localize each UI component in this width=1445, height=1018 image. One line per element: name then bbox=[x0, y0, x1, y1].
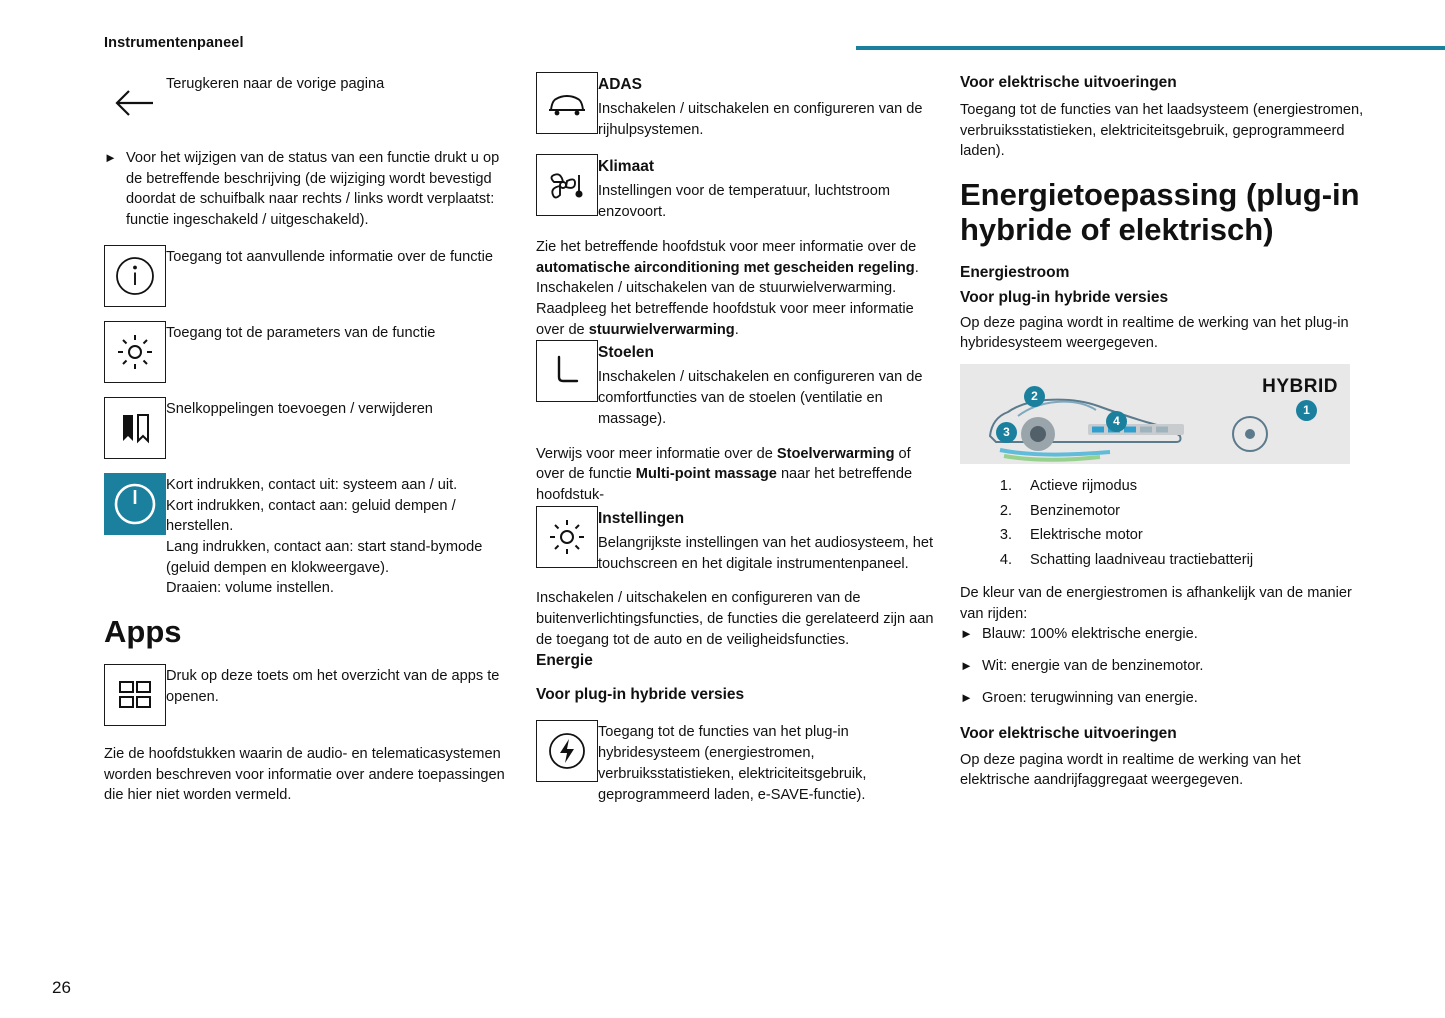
apps-heading: Apps bbox=[104, 614, 182, 650]
apps-grid-icon bbox=[104, 664, 166, 726]
arrow-bullet-icon: ► bbox=[960, 626, 973, 642]
arrow-bullet-icon: ► bbox=[104, 150, 117, 165]
airco-paragraph bbox=[536, 237, 936, 278]
column-two bbox=[536, 72, 936, 819]
plugin-text: Op deze pagina wordt in realtime de werking van het plug-in hybridesysteem weergegeven. bbox=[960, 314, 1349, 352]
apps-note: Zie de hoofdstukken waarin de audio- en telematicasystemen worden beschreven voor informatie over andere toepassingen die hier niet worden vermeld. bbox=[104, 745, 505, 804]
arrow-bullet-icon: ► bbox=[960, 689, 973, 705]
airco-text-bold: automatische airconditioning met gescheiden regeling bbox=[536, 259, 915, 276]
info-text: Toegang tot aanvullende informatie over de functie bbox=[166, 248, 493, 265]
list-item: Benzinemotor bbox=[1030, 502, 1121, 519]
icon-slot bbox=[104, 72, 166, 134]
info-entry bbox=[104, 245, 516, 307]
parameters-text: Toegang tot de parameters van de functie bbox=[166, 324, 436, 341]
hybrid-label: HYBRID bbox=[1262, 376, 1338, 398]
color-bullet-blue bbox=[960, 624, 1370, 645]
instellingen-text-block bbox=[598, 506, 936, 574]
icon-slot bbox=[104, 321, 166, 383]
arrow-bullet-icon: ► bbox=[960, 658, 973, 674]
stuurwiel-text-bold: stuurwielverwarming bbox=[588, 321, 735, 338]
stuurwiel-paragraph-2 bbox=[536, 299, 936, 340]
airco-text-2: . bbox=[914, 259, 919, 276]
settings-gear-icon bbox=[536, 506, 598, 568]
stoel-bold-2: Multi-point massage bbox=[635, 466, 777, 483]
icon-slot bbox=[104, 397, 166, 459]
page-header bbox=[0, 30, 1445, 60]
power-entry bbox=[104, 473, 516, 599]
verlichting-paragraph: Inschakelen / uitschakelen en configureren van de buitenverlichtingsfuncties, de functies die gerelateerd zijn aan de toegang tot de auto en de veiligheidsfuncties. bbox=[536, 590, 934, 648]
hybrid-energy-figure bbox=[960, 364, 1350, 464]
icon-slot bbox=[104, 664, 166, 726]
klimaat-text-block bbox=[598, 154, 936, 222]
icon-slot bbox=[104, 245, 166, 307]
stoelen-text: Inschakelen / uitschakelen en configureren van de comfortfuncties van de stoelen (ventilatie en massage). bbox=[598, 369, 923, 427]
klimaat-text: Instellingen voor de temperatuur, luchtstroom enzovoort. bbox=[598, 183, 891, 221]
kleur-text: De kleur van de energiestromen is afhankelijk van de manier van rijden: bbox=[960, 584, 1352, 622]
elektrisch-text: Toegang tot de functies van het laadsysteem (energiestromen, verbruiksstatistieken, elektriciteitsgebruik, geprogrammeerd laden). bbox=[960, 102, 1364, 160]
list-item: Elektrische motor bbox=[1030, 527, 1143, 544]
column-three bbox=[960, 72, 1370, 791]
stoel-text-2: of over de functie bbox=[536, 445, 911, 483]
plugin-hybride-heading: Voor plug-in hybride versies bbox=[960, 288, 1169, 306]
instellingen-entry bbox=[536, 506, 936, 574]
color-bullet-text: Groen: terugwinning van energie. bbox=[982, 689, 1198, 706]
stuurwiel-paragraph-1: Inschakelen / uitschakelen van de stuurwielverwarming. bbox=[536, 280, 897, 297]
stoelen-entry bbox=[536, 340, 936, 429]
stoelverwarming-paragraph bbox=[536, 444, 936, 506]
car-adas-icon bbox=[536, 72, 598, 134]
power-text-2: Kort indrukken, contact aan: geluid dempen / herstellen. bbox=[166, 497, 456, 535]
stoel-bold-1: Stoelverwarming bbox=[776, 445, 895, 462]
stoelen-title: Stoelen bbox=[598, 344, 654, 362]
plugin-versies-heading: Voor plug-in hybride versies bbox=[536, 686, 745, 704]
airco-text-1: Zie het betreffende hoofdstuk voor meer informatie over de bbox=[536, 238, 917, 255]
color-bullet-text: Wit: energie van de benzinemotor. bbox=[982, 658, 1204, 675]
shortcut-text: Snelkoppelingen toevoegen / verwijderen bbox=[166, 400, 433, 417]
icon-slot bbox=[104, 473, 166, 535]
stoelen-text-block bbox=[598, 340, 936, 429]
status-change-text: Voor het wijzigen van de status van een functie drukt u op de betreffende beschrijving (de wijziging wordt bevestigd doordat de schuifbalk naar rechts / links wordt verplaatst: functie ingeschakeld / uitgeschakeld). bbox=[126, 150, 500, 229]
apps-entry bbox=[104, 664, 516, 726]
figure-badge-1: 1 bbox=[1296, 400, 1317, 421]
page-title: Instrumentenpaneel bbox=[104, 35, 244, 51]
klimaat-title: Klimaat bbox=[598, 158, 654, 176]
energie-heading: Energie bbox=[536, 652, 593, 670]
elektrisch-heading-2: Voor elektrische uitvoeringen bbox=[960, 724, 1177, 742]
climate-fan-icon bbox=[536, 154, 598, 216]
list-item: Schatting laadniveau tractiebatterij bbox=[1030, 552, 1254, 569]
power-text-block bbox=[166, 473, 516, 599]
info-icon bbox=[104, 245, 166, 307]
color-bullet-green bbox=[960, 688, 1370, 709]
energy-text: Toegang tot de functies van het plug-in hybridesysteem (energiestromen, verbruiksstatistieken, elektriciteitsgebruik, geprogrammeerd laden, e-SAVE-functie). bbox=[598, 724, 867, 803]
adas-title: ADAS bbox=[598, 76, 642, 93]
power-icon bbox=[104, 473, 166, 535]
icon-slot bbox=[536, 340, 598, 402]
elektrisch-heading: Voor elektrische uitvoeringen bbox=[960, 74, 1177, 91]
energy-entry bbox=[536, 720, 936, 805]
back-arrow-text: Terugkeren naar de vorige pagina bbox=[166, 76, 385, 92]
seat-icon bbox=[536, 340, 598, 402]
bookmark-icon bbox=[104, 397, 166, 459]
shortcut-entry bbox=[104, 397, 516, 459]
stuurwiel-text-2: Raadpleeg het betreffende hoofdstuk voor meer informatie over de bbox=[536, 301, 914, 338]
energy-bolt-icon bbox=[536, 720, 598, 782]
energiestroom-heading: Energiestroom bbox=[960, 263, 1070, 281]
page-number: 26 bbox=[52, 978, 71, 997]
figure-badge-3: 3 bbox=[996, 422, 1017, 443]
klimaat-entry bbox=[536, 154, 936, 222]
stuurwiel-text-3: . bbox=[734, 321, 739, 338]
figure-badge-2: 2 bbox=[1024, 386, 1045, 407]
header-rule bbox=[856, 46, 1445, 50]
color-bullet-white bbox=[960, 656, 1370, 677]
apps-text: Druk op deze toets om het overzicht van de apps te openen. bbox=[166, 667, 500, 705]
adas-entry bbox=[536, 72, 936, 140]
stoel-text-3: naar het betreffende hoofdstuk- bbox=[536, 466, 913, 504]
instellingen-title: Instellingen bbox=[598, 509, 685, 527]
column-one bbox=[104, 72, 516, 806]
color-bullet-text: Blauw: 100% elektrische energie. bbox=[982, 626, 1198, 643]
power-text-4: Draaien: volume instellen. bbox=[166, 580, 334, 597]
instellingen-text: Belangrijkste instellingen van het audiosysteem, het touchscreen en het digitale instrumentenpaneel. bbox=[598, 534, 934, 572]
power-text-1: Kort indrukken, contact uit: systeem aan / uit. bbox=[166, 476, 458, 493]
adas-text: Inschakelen / uitschakelen en configureren van de rijhulpsystemen. bbox=[598, 101, 923, 138]
parameters-entry bbox=[104, 321, 516, 383]
icon-slot bbox=[536, 154, 598, 216]
power-text-3: Lang indrukken, contact aan: start stand-bymode (geluid dempen en klokweergave). bbox=[166, 539, 483, 576]
elektrisch-text-2: Op deze pagina wordt in realtime de werking van het elektrische aandrijfaggregaat weergegeven. bbox=[960, 751, 1301, 789]
status-change-bullet bbox=[104, 148, 516, 231]
figure-legend-list bbox=[960, 476, 1370, 571]
stoel-text-1: Verwijs voor meer informatie over de bbox=[536, 445, 777, 462]
gear-icon bbox=[104, 321, 166, 383]
energietoepassing-heading: Energietoepassing (plug-in hybride of elektrisch) bbox=[960, 177, 1360, 247]
list-item: Actieve rijmodus bbox=[1030, 478, 1138, 495]
arrow-left-icon bbox=[104, 72, 166, 134]
icon-slot bbox=[536, 506, 598, 568]
icon-slot bbox=[536, 72, 598, 134]
back-arrow-entry bbox=[104, 72, 516, 134]
icon-slot bbox=[536, 720, 598, 782]
figure-badge-4: 4 bbox=[1106, 411, 1127, 432]
adas-text-block bbox=[598, 72, 936, 140]
